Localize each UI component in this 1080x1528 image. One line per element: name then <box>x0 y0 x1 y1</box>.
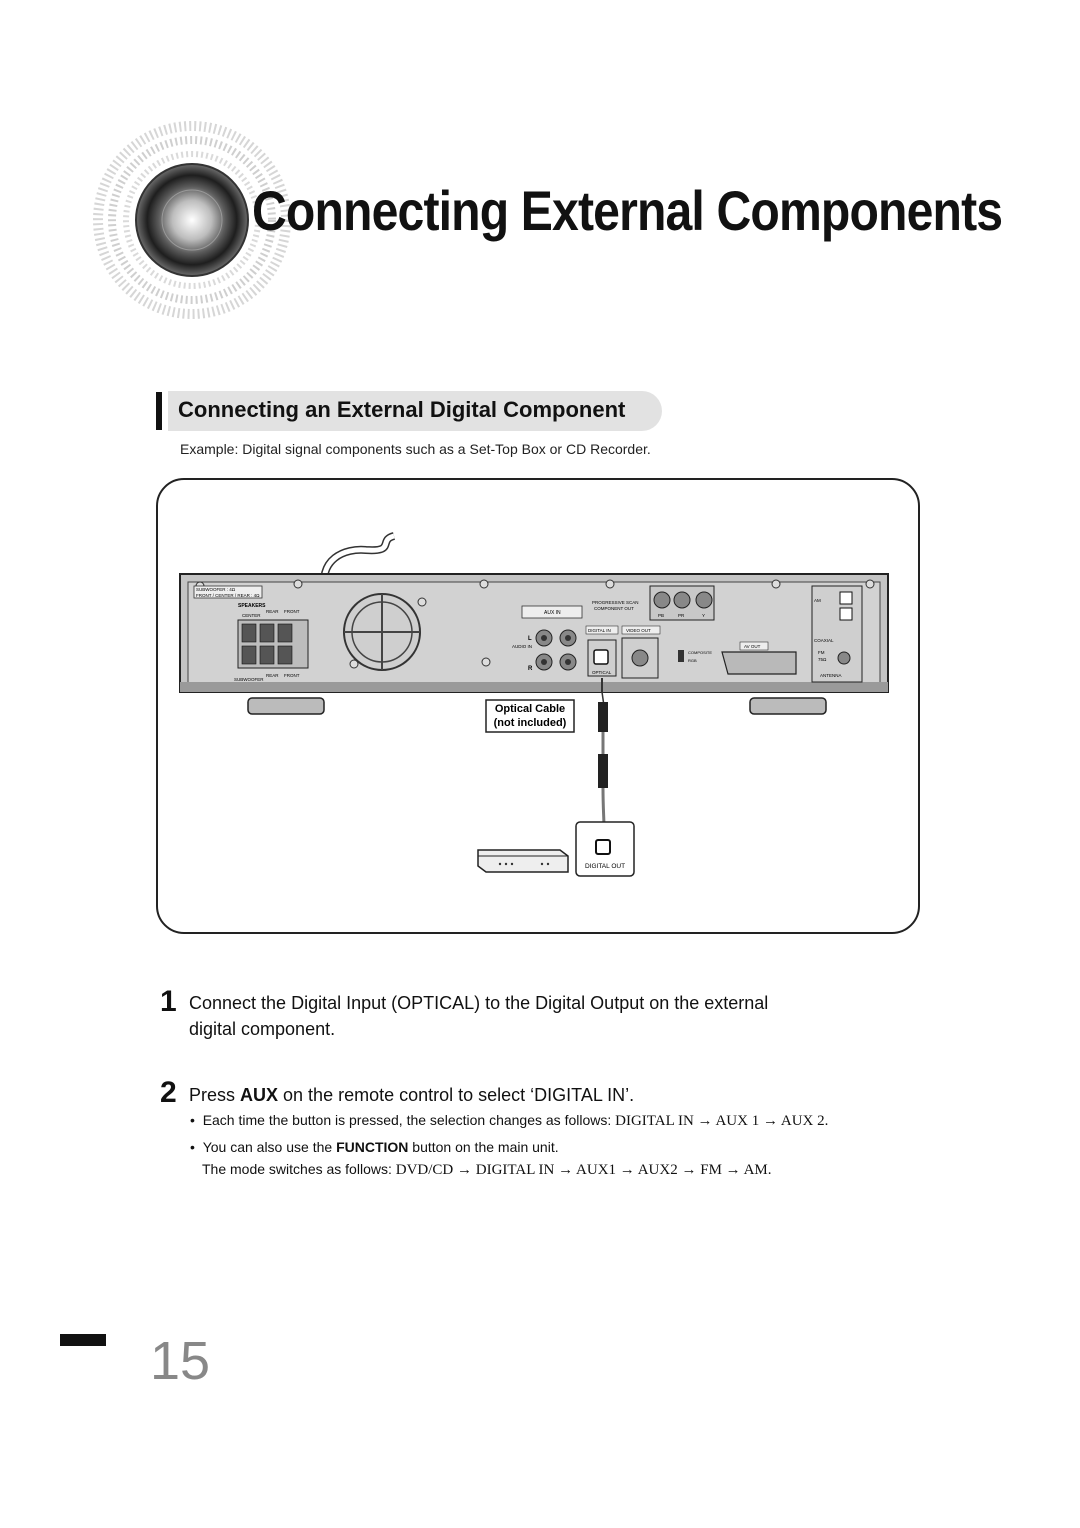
external-digital-component <box>478 822 634 876</box>
composite-label: COMPOSITE <box>688 650 713 655</box>
aux-key: AUX <box>240 1085 279 1105</box>
step-2-text <box>189 1082 634 1108</box>
bullet-1-sequence: DIGITAL IN → AUX 1 → AUX 2. <box>615 1113 829 1129</box>
step-1-text <box>189 990 768 1042</box>
page-number: 15 <box>150 1331 211 1391</box>
video-out-label: VIDEO OUT <box>626 628 651 633</box>
optical-cable-note: (not included) <box>493 717 567 729</box>
antenna-label: ANTENNA <box>820 673 842 678</box>
page-number-dash <box>60 1334 106 1346</box>
function-key: FUNCTION <box>336 1139 409 1155</box>
component-out-label: COMPONENT OUT <box>594 606 634 611</box>
bullet-3-sequence: DVD/CD → DIGITAL IN → AUX1 → AUX2 → FM → AM. <box>395 1162 772 1178</box>
bullet-2-pre: You can also use the <box>202 1139 337 1155</box>
speakers-label: SPEAKERS <box>238 603 266 609</box>
right-channel-label: R <box>528 666 533 672</box>
cooling-fan <box>344 594 420 670</box>
am-label: AM <box>814 598 821 603</box>
digital-in-panel-label: DIGITAL IN <box>588 628 611 633</box>
step-1-line-2: digital component. <box>189 1019 336 1039</box>
rgb-label: RGB <box>688 658 697 663</box>
optical-cable <box>598 678 608 828</box>
optical-input-port <box>594 650 608 664</box>
bullet-1-text: Each time the button is pressed, the selection changes as follows: <box>202 1112 616 1128</box>
section-heading: Connecting an External Digital Component <box>178 397 626 422</box>
bullet-function-button: • You can also use the FUNCTION button on the main unit. <box>190 1139 559 1155</box>
optical-label: OPTICAL <box>592 670 612 675</box>
digital-out-port <box>596 840 610 854</box>
step-2-pre: Press <box>189 1085 241 1105</box>
subwoofer-impedance-label: SUBWOOFER : 4Ω <box>196 587 236 592</box>
mode-switch-sequence <box>202 1161 772 1179</box>
pr-label: PR <box>678 613 685 618</box>
set-top-box <box>478 850 568 872</box>
bullet-selection-sequence: • Each time the button is pressed, the selection changes as follows: DIGITAL IN → AUX 1 → AUX 2. <box>190 1112 829 1129</box>
step-1-line-1: Connect the Digital Input (OPTICAL) to the Digital Output on the external <box>189 993 769 1013</box>
step-2-post: on the remote control to select ‘DIGITAL IN’. <box>278 1085 635 1105</box>
subwoofer-label: SUBWOOFER <box>234 677 264 682</box>
coaxial-label: COAXIAL <box>814 638 834 643</box>
front-label-bottom: FRONT <box>284 673 300 678</box>
progressive-scan-label: PROGRESSIVE SCAN <box>592 600 639 605</box>
digital-out-label: DIGITAL OUT <box>584 863 626 870</box>
optical-cable-label: Optical Cable <box>494 703 566 715</box>
bullet-2-post: button on the main unit. <box>408 1139 559 1155</box>
aux-in-label: AUX IN <box>544 610 561 616</box>
section-bar <box>156 392 162 430</box>
center-label: CENTER <box>242 613 261 618</box>
fm-label: FM <box>818 650 825 655</box>
receiver-rear-panel <box>180 574 888 714</box>
y-label: Y <box>702 613 706 618</box>
fm-ohm-label: 75Ω <box>818 657 827 662</box>
left-channel-label: L <box>528 636 532 642</box>
example-caption: Example: Digital signal components such as a Set-Top Box or CD Recorder. <box>180 441 651 457</box>
pb-label: PB <box>658 613 665 618</box>
av-out-label: AV OUT <box>744 644 761 649</box>
page-title: Connecting External Components <box>252 179 1003 242</box>
rear-label: REAR <box>266 609 279 614</box>
front-label: FRONT <box>284 609 300 614</box>
step-1-number: 1 <box>160 985 177 1018</box>
bullet-3-text: The mode switches as follows: <box>202 1161 396 1177</box>
step-2-number: 2 <box>160 1076 177 1109</box>
front-center-rear-impedance-label: FRONT / CENTER / REAR : 4Ω <box>196 593 260 598</box>
audio-in-label: AUDIO IN <box>512 644 533 649</box>
scart-connector <box>722 652 796 674</box>
connection-diagram <box>156 478 920 934</box>
rear-label-bottom: REAR <box>266 673 279 678</box>
